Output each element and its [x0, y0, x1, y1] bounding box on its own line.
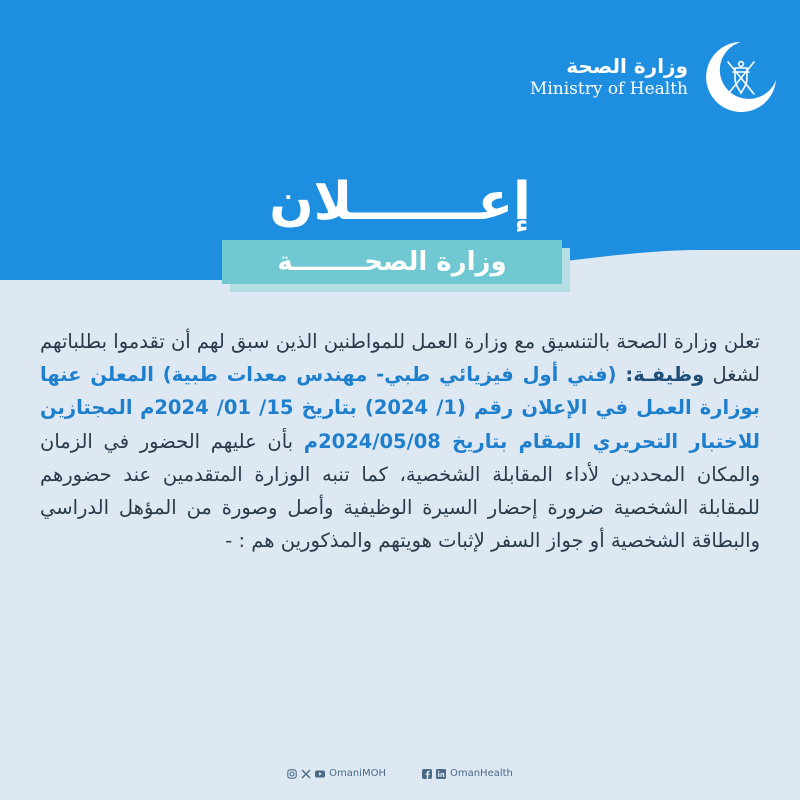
logo-english-text: Ministry of Health [529, 79, 688, 99]
left-handle-text[interactable]: OmaniMOH [329, 768, 386, 779]
job-label: وظيفـة: [625, 363, 705, 387]
subtitle-label: وزارة الصحــــــــة [222, 240, 562, 284]
logo-arabic-text: وزارة الصحة [566, 54, 688, 78]
job-title: (فني أول فيزيائي طبي- مهندس معدات طبية) المعلن عنها بوزارة العمل في الإعلان رقم (1/ 2024) بتاريخ 15/ 01/ 2024م [40, 363, 760, 420]
oman-khanjar-emblem-icon [702, 38, 780, 116]
announcement-body [40, 325, 760, 557]
instagram-icon[interactable] [287, 769, 297, 779]
linkedin-icon[interactable] [436, 769, 446, 779]
exam-passed-text: المجتازين للاختبار التحريري المقام بتاريخ 2024/05/08م [40, 396, 760, 453]
facebook-icon[interactable] [422, 769, 432, 779]
body-instructions: بأن عليهم الحضور في الزمان والمكان المحددين لأداء المقابلة الشخصية، كما تنبه الوزارة المتقدمين عند حضورهم للمقابلة الشخصية ضرورة إحضار السيرة الوظيفية وأصل وصورة من المؤهل الدراسي والبطاقة الشخصية أو جواز السفر لإثبات هويتهم والمذكورين هم : - [40, 429, 760, 553]
body-intro: تعلن وزارة الصحة بالتنسيق مع وزارة العمل للمواطنين الذين سبق لهم أن تقدموا بطلباتهم لشغل [40, 330, 760, 387]
page-title: إعـــــــلان [269, 172, 531, 232]
x-icon[interactable] [301, 769, 311, 779]
social-group-left [287, 768, 386, 779]
youtube-icon[interactable] [315, 769, 325, 779]
social-group-right [422, 768, 513, 779]
subtitle-ribbon [222, 240, 572, 290]
body-spacer [133, 396, 141, 419]
ministry-logo [530, 38, 780, 116]
right-handle-text[interactable]: OmanHealth [449, 768, 513, 779]
social-footer [0, 768, 800, 779]
